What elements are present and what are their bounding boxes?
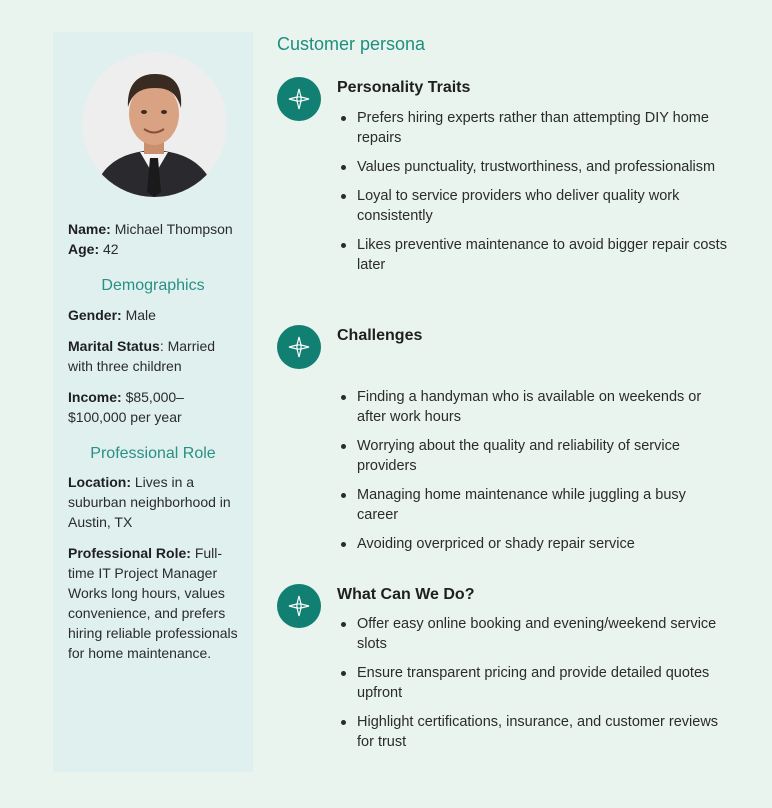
location-label: Location:	[68, 474, 131, 490]
name-age-block	[68, 219, 238, 259]
demographics-heading: Demographics	[101, 277, 205, 294]
list-item: Worrying about the quality and reliability of service providers	[337, 436, 727, 476]
section-what-can-we-do	[277, 584, 737, 764]
gender-line	[68, 305, 238, 325]
income-value: $85,000–$100,000 per year	[68, 389, 184, 425]
list-item: Avoiding overpriced or shady repair service	[337, 534, 727, 554]
name-value: Michael Thompson	[114, 221, 233, 237]
section-challenges	[277, 325, 737, 565]
compass-icon	[277, 77, 321, 121]
actions-list	[337, 614, 727, 761]
list-item: Ensure transparent pricing and provide detailed quotes upfront	[337, 663, 727, 703]
professional-role-heading: Professional Role	[90, 445, 216, 462]
compass-icon	[277, 584, 321, 628]
list-item: Prefers hiring experts rather than attempting DIY home repairs	[337, 108, 727, 148]
list-item: Loyal to service providers who deliver quality work consistently	[337, 186, 727, 226]
person-portrait-icon	[82, 52, 227, 197]
list-item: Highlight certifications, insurance, and customer reviews for trust	[337, 712, 727, 752]
section-title: What Can We Do?	[337, 586, 475, 603]
income-label: Income:	[68, 389, 122, 405]
role-line	[68, 543, 238, 663]
challenges-list	[337, 387, 727, 563]
section-title: Personality Traits	[337, 79, 471, 96]
profile-card	[53, 32, 253, 772]
gender-value: Male	[125, 307, 156, 323]
page-title: Customer persona	[277, 34, 426, 54]
age-label: Age:	[68, 241, 100, 257]
marital-label: Marital Status	[68, 338, 160, 354]
marital-value: : Married with three children	[68, 338, 216, 374]
location-line	[68, 472, 238, 532]
list-item: Finding a handyman who is available on weekends or after work hours	[337, 387, 727, 427]
section-personality-traits	[277, 77, 737, 307]
age-line	[68, 239, 238, 259]
list-item: Values punctuality, trustworthiness, and professionalism	[337, 157, 727, 177]
name-line	[68, 219, 238, 239]
compass-icon	[277, 325, 321, 369]
gender-label: Gender:	[68, 307, 122, 323]
marital-line	[68, 336, 238, 376]
age-value: 42	[103, 241, 119, 257]
section-title: Challenges	[337, 327, 423, 344]
list-item: Likes preventive maintenance to avoid bigger repair costs later	[337, 235, 727, 275]
avatar	[82, 52, 227, 197]
traits-list	[337, 108, 727, 284]
location-value: Lives in a suburban neighborhood in Austin, TX	[68, 474, 231, 530]
list-item: Managing home maintenance while juggling a busy career	[337, 485, 727, 525]
income-line	[68, 387, 238, 427]
role-value: Full-time IT Project Manager Works long hours, values convenience, and prefers hiring reliable professionals for home maintenance.	[68, 545, 238, 661]
name-label: Name:	[68, 221, 111, 237]
role-label: Professional Role:	[68, 545, 191, 561]
list-item: Offer easy online booking and evening/weekend service slots	[337, 614, 727, 654]
